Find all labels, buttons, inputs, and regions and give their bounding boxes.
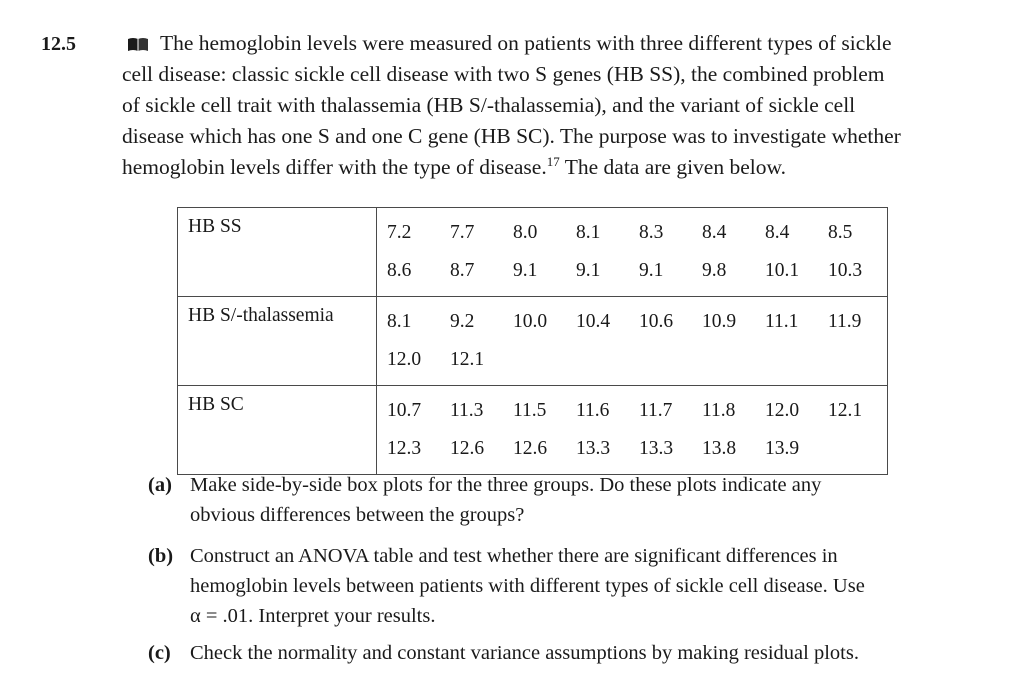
- intro-line-3: of sickle cell trait with thalassemia (HB S/-thalassemia), and the variant of sickle cell: [122, 93, 856, 117]
- group-label: HB SS: [178, 208, 377, 297]
- part-a-line-2: obvious differences between the groups?: [190, 504, 525, 526]
- value-cell: 10.9: [702, 311, 737, 332]
- value-cell: 12.3: [387, 438, 422, 459]
- value-cell: 11.8: [702, 400, 736, 421]
- part-a-line-1: Make side-by-side box plots for the three groups. Do these plots indicate any: [190, 474, 822, 496]
- value-cell: 9.8: [702, 260, 727, 281]
- value-cell: 10.3: [828, 260, 863, 281]
- value-cell: 8.7: [450, 260, 475, 281]
- values-row: [387, 430, 887, 468]
- intro-line-2: cell disease: classic sickle cell disease with two S genes (HB SS), the combined problem: [122, 62, 885, 86]
- value-cell: 13.3: [576, 438, 611, 459]
- value-cell: 12.6: [450, 438, 485, 459]
- value-cell: 8.1: [387, 311, 412, 332]
- part-b-line-3: α = .01. Interpret your results.: [190, 605, 436, 627]
- value-cell: 10.6: [639, 311, 674, 332]
- table-row-hb-s-thalassemia: [178, 297, 888, 386]
- value-cell: 12.0: [765, 400, 800, 421]
- intro-line-5: hemoglobin levels differ with the type of disease.: [122, 155, 547, 179]
- value-cell: 12.6: [513, 438, 548, 459]
- value-cell: 13.3: [639, 438, 674, 459]
- value-cell: 11.7: [639, 400, 673, 421]
- part-b-line-1: Construct an ANOVA table and test whether there are significant differences in: [190, 545, 838, 567]
- values-row: [387, 252, 887, 290]
- value-cell: 8.6: [387, 260, 412, 281]
- value-cell: 9.2: [450, 311, 475, 332]
- values-row: [387, 392, 887, 430]
- value-cell: 9.1: [576, 260, 601, 281]
- part-a: [148, 470, 1018, 530]
- value-cell: 7.7: [450, 222, 475, 243]
- value-cell: 7.2: [387, 222, 412, 243]
- values-row: [387, 341, 887, 379]
- part-label: (b): [148, 545, 174, 567]
- problem-number: 12.5: [41, 33, 76, 55]
- group-values: [377, 297, 888, 386]
- group-values: [377, 208, 888, 297]
- part-b-line-2: hemoglobin levels between patients with different types of sickle cell disease. Use: [190, 575, 865, 597]
- value-cell: 8.0: [513, 222, 538, 243]
- table-row-hb-sc: [178, 386, 888, 475]
- value-cell: 10.7: [387, 400, 422, 421]
- value-cell: 8.1: [576, 222, 601, 243]
- intro-line-4: disease which has one S and one C gene (HB SC). The purpose was to investigate whether: [122, 124, 901, 148]
- group-label: HB S/-thalassemia: [178, 297, 377, 386]
- value-cell: 8.4: [765, 222, 790, 243]
- problem-statement: [122, 28, 1002, 183]
- value-cell: 10.4: [576, 311, 611, 332]
- part-c: [148, 638, 1018, 668]
- value-cell: 13.8: [702, 438, 737, 459]
- group-label: HB SC: [178, 386, 377, 475]
- footnote-marker: 17: [546, 153, 560, 169]
- intro-line-1: The hemoglobin levels were measured on patients with three different types of sickle: [160, 31, 892, 55]
- part-c-line-1: Check the normality and constant variance assumptions by making residual plots.: [190, 642, 859, 664]
- part-label: (a): [148, 474, 172, 496]
- value-cell: 11.6: [576, 400, 610, 421]
- value-cell: 11.9: [828, 311, 862, 332]
- value-cell: 8.4: [702, 222, 727, 243]
- value-cell: 12.0: [387, 349, 422, 370]
- values-row: [387, 214, 887, 252]
- table-row-hb-ss: [178, 208, 888, 297]
- value-cell: 11.5: [513, 400, 547, 421]
- group-values: [377, 386, 888, 475]
- value-cell: 12.1: [828, 400, 863, 421]
- intro-tail: The data are given below.: [559, 155, 786, 179]
- value-cell: 11.1: [765, 311, 799, 332]
- value-cell: 10.0: [513, 311, 548, 332]
- value-cell: 10.1: [765, 260, 800, 281]
- value-cell: 8.3: [639, 222, 664, 243]
- values-row: [387, 303, 887, 341]
- part-b: [148, 541, 1018, 631]
- value-cell: 9.1: [639, 260, 664, 281]
- hemoglobin-data-table: [177, 207, 888, 475]
- value-cell: 9.1: [513, 260, 538, 281]
- part-label: (c): [148, 642, 171, 664]
- value-cell: 11.3: [450, 400, 484, 421]
- value-cell: 13.9: [765, 438, 800, 459]
- value-cell: 8.5: [828, 222, 853, 243]
- value-cell: 12.1: [450, 349, 485, 370]
